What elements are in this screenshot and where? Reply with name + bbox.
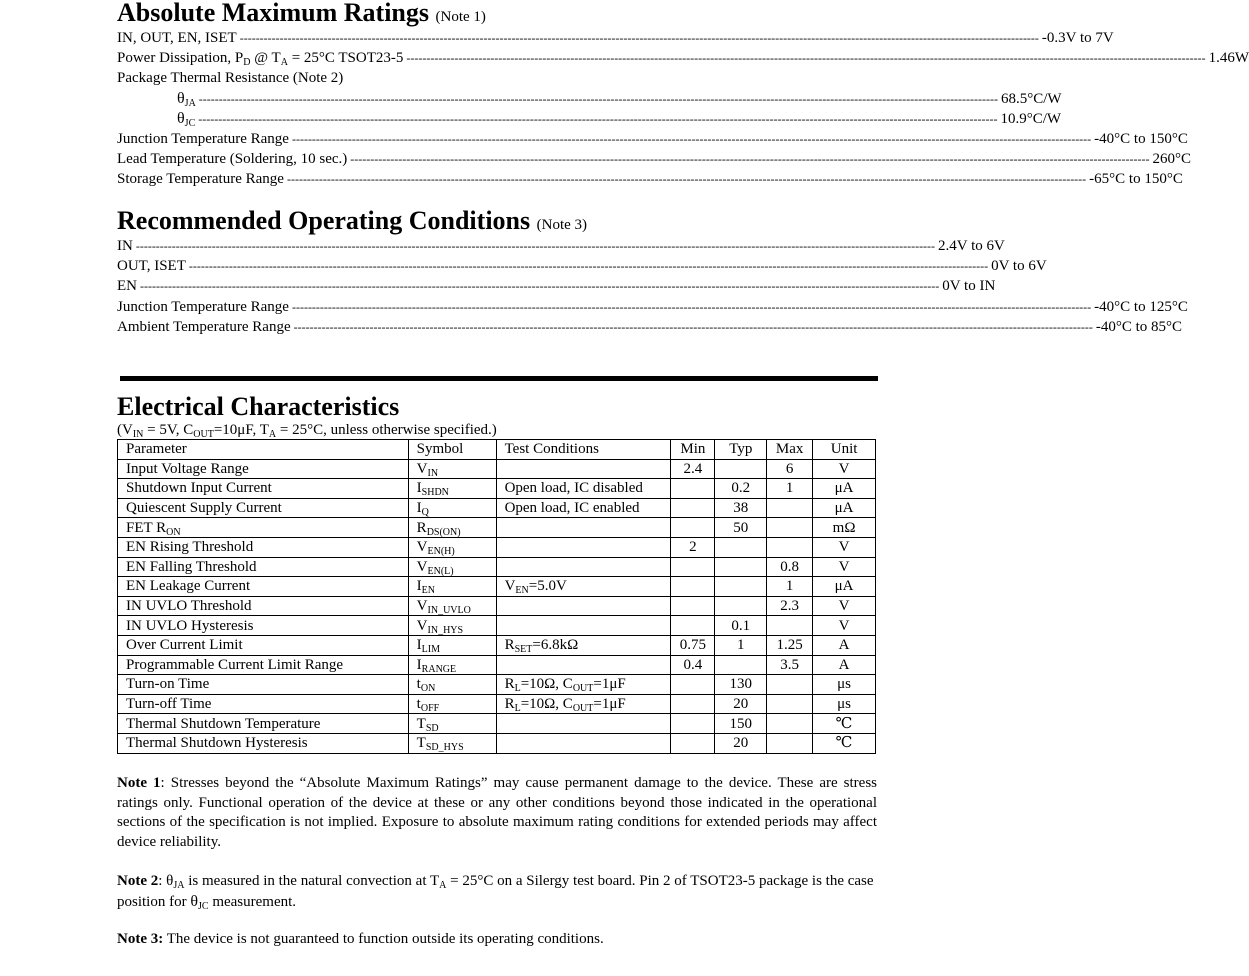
leader-dashes: --------------------------------------------------------------------------------------------------------------------------------------------------------------------------------------------------------	[291, 299, 1092, 314]
cell-unit: μs	[813, 694, 876, 714]
condition-row: IN -------------------------------------------------------------------------------------------------------------------------------------------------------------------------------------------------------- 2.4V to 6V	[117, 238, 1005, 254]
cell-symbol: $V_{IN\_UVLO}$	[408, 596, 496, 616]
note-2: Note 2: $\theta_{JA}$ is measured in the natural convection at $T_A = 25^\circ C$ on a Silergy test board. Pin 2 of TSOT23-5 package is the case position for $\theta_{JC}$ measurement.	[117, 873, 874, 912]
cell-test-conditions	[496, 518, 671, 538]
condition-row: EN -------------------------------------------------------------------------------------------------------------------------------------------------------------------------------------------------------- 0V to IN	[117, 278, 996, 295]
cell-min	[671, 498, 715, 518]
rating-row: Package Thermal Resistance (Note 2)	[117, 70, 344, 87]
cell-parameter: Over Current Limit	[118, 635, 409, 655]
cell-test-conditions: Open load, IC enabled	[496, 498, 671, 518]
cell-test-conditions	[496, 596, 671, 616]
cell-unit: V	[813, 459, 876, 479]
cell-unit: μA	[813, 577, 876, 597]
cell-typ: 130	[715, 675, 767, 695]
cell-unit: V	[813, 557, 876, 577]
cell-symbol: $I_Q$	[408, 498, 496, 518]
cell-test-conditions: Open load, IC disabled	[496, 479, 671, 499]
cell-max	[767, 616, 813, 636]
cell-min	[671, 714, 715, 734]
rating-row: Power Dissipation, $P_D$ @ $T_A = 25^\circ C$ TSOT23-5 -------------------------------------------------------------------------------------------------------------------------------------------------------------------------------------------------------- 1.46W	[117, 50, 1249, 69]
cell-min: 0.4	[671, 655, 715, 675]
cell-unit: A	[813, 655, 876, 675]
cell-max: 1	[767, 479, 813, 499]
table-row	[118, 518, 876, 538]
cell-test-conditions: $V_{EN}=5.0V$	[496, 577, 671, 597]
cell-min	[671, 577, 715, 597]
column-header: Max	[767, 440, 813, 460]
cell-unit: A	[813, 635, 876, 655]
cell-max	[767, 537, 813, 557]
cell-parameter: Thermal Shutdown Temperature	[118, 714, 409, 734]
cell-test-conditions	[496, 459, 671, 479]
note-1: Note 1: Stresses beyond the “Absolute Maximum Ratings” may cause permanent damage to the device. These are stress ratings only. Functional operation of the device at these or any other conditions beyond those indicated in the operational sections of the specification is not implied. Exposure to absolute maximum rating conditions for extended periods may affect device reliability.	[117, 775, 877, 850]
leader-dashes: --------------------------------------------------------------------------------------------------------------------------------------------------------------------------------------------------------	[198, 91, 999, 106]
cell-min: 2.4	[671, 459, 715, 479]
cell-max	[767, 675, 813, 695]
rating-row: $\theta_{JA}$ -------------------------------------------------------------------------------------------------------------------------------------------------------------------------------------------------------- 68.5°C/W	[177, 89, 1062, 109]
cell-typ: 20	[715, 733, 767, 753]
cell-unit: μA	[813, 498, 876, 518]
cell-max: 3.5	[767, 655, 813, 675]
cell-parameter: EN Rising Threshold	[118, 537, 409, 557]
cell-typ: 38	[715, 498, 767, 518]
cell-max	[767, 714, 813, 734]
cell-min	[671, 557, 715, 577]
cell-symbol: $I_{EN}$	[408, 577, 496, 597]
cell-min	[671, 596, 715, 616]
table-row	[118, 733, 876, 753]
rating-row: IN, OUT, EN, ISET -------------------------------------------------------------------------------------------------------------------------------------------------------------------------------------------------------- -0.3V to 7V	[117, 30, 1114, 46]
cell-symbol: $V_{EN(H)}$	[408, 537, 496, 557]
cell-typ	[715, 459, 767, 479]
cell-min	[671, 616, 715, 636]
cell-min	[671, 694, 715, 714]
rating-row: Junction Temperature Range -------------------------------------------------------------------------------------------------------------------------------------------------------------------------------------------------------- -40°C to 150°C	[117, 130, 1188, 147]
cell-test-conditions	[496, 537, 671, 557]
cell-typ	[715, 537, 767, 557]
cell-min: 2	[671, 537, 715, 557]
condition-row: OUT, ISET -------------------------------------------------------------------------------------------------------------------------------------------------------------------------------------------------------- 0V to 6V	[117, 258, 1047, 275]
table-row	[118, 675, 876, 695]
table-row	[118, 537, 876, 557]
cell-symbol: $I_{SHDN}$	[408, 479, 496, 499]
table-row	[118, 655, 876, 675]
table-row	[118, 459, 876, 479]
column-header: Symbol	[408, 440, 496, 460]
absolute-maximum-ratings-section	[117, 0, 1249, 190]
note-3: Note 3: The device is not guaranteed to function outside its operating conditions.	[117, 931, 604, 947]
cell-parameter: EN Leakage Current	[118, 577, 409, 597]
condition-row: Junction Temperature Range -------------------------------------------------------------------------------------------------------------------------------------------------------------------------------------------------------- -40°C to 125°C	[117, 298, 1188, 315]
cell-unit: V	[813, 537, 876, 557]
cell-typ	[715, 596, 767, 616]
cell-max	[767, 694, 813, 714]
cell-min	[671, 675, 715, 695]
cell-test-conditions: $R_L=10\Omega$, $C_{OUT}=1\mu F$	[496, 675, 671, 695]
cell-parameter: Turn-on Time	[118, 675, 409, 695]
cell-test-conditions	[496, 714, 671, 734]
leader-dashes: --------------------------------------------------------------------------------------------------------------------------------------------------------------------------------------------------------	[135, 239, 936, 253]
cell-test-conditions	[496, 655, 671, 675]
table-header-row	[118, 440, 876, 460]
cell-unit: ℃	[813, 714, 876, 734]
column-header: Unit	[813, 440, 876, 460]
cell-unit: V	[813, 616, 876, 636]
cell-max	[767, 498, 813, 518]
cell-typ	[715, 557, 767, 577]
table-row	[118, 694, 876, 714]
leader-dashes: --------------------------------------------------------------------------------------------------------------------------------------------------------------------------------------------------------	[188, 259, 989, 274]
leader-dashes: --------------------------------------------------------------------------------------------------------------------------------------------------------------------------------------------------------	[406, 51, 1206, 66]
rating-row: $\theta_{JC}$ -------------------------------------------------------------------------------------------------------------------------------------------------------------------------------------------------------- 10.9°C/W	[177, 109, 1062, 129]
cell-parameter: Shutdown Input Current	[118, 479, 409, 499]
cell-typ: 1	[715, 635, 767, 655]
cell-unit: μs	[813, 675, 876, 695]
cell-parameter: Turn-off Time	[118, 694, 409, 714]
cell-min	[671, 479, 715, 499]
cell-min	[671, 733, 715, 753]
cell-max: 6	[767, 459, 813, 479]
cell-test-conditions: $R_L=10\Omega$, $C_{OUT}=1\mu F$	[496, 694, 671, 714]
column-header: Parameter	[118, 440, 409, 460]
cell-min	[671, 518, 715, 538]
leader-dashes: --------------------------------------------------------------------------------------------------------------------------------------------------------------------------------------------------------	[198, 111, 998, 126]
cell-symbol: $I_{RANGE}$	[408, 655, 496, 675]
cell-unit: V	[813, 596, 876, 616]
cell-typ: 0.1	[715, 616, 767, 636]
leader-dashes: --------------------------------------------------------------------------------------------------------------------------------------------------------------------------------------------------------	[293, 319, 1093, 334]
condition-row: Ambient Temperature Range -------------------------------------------------------------------------------------------------------------------------------------------------------------------------------------------------------- -40°C to 85°C	[117, 318, 1183, 335]
cell-typ: 50	[715, 518, 767, 538]
cell-symbol: $V_{IN}$	[408, 459, 496, 479]
cell-test-conditions	[496, 557, 671, 577]
cell-max: 1.25	[767, 635, 813, 655]
cell-typ: 20	[715, 694, 767, 714]
cell-max: 1	[767, 577, 813, 597]
cell-typ: 0.2	[715, 479, 767, 499]
notes-section	[117, 774, 877, 950]
table-row	[118, 714, 876, 734]
cell-max: 0.8	[767, 557, 813, 577]
cell-max	[767, 518, 813, 538]
rating-row: Storage Temperature Range -------------------------------------------------------------------------------------------------------------------------------------------------------------------------------------------------------- -65°C to 150°C	[117, 171, 1183, 188]
table-row	[118, 577, 876, 597]
electrical-characteristics-table	[117, 439, 876, 754]
table-row	[118, 616, 876, 636]
cell-unit: ℃	[813, 733, 876, 753]
table-row	[118, 596, 876, 616]
cell-unit: μA	[813, 479, 876, 499]
cell-max: 2.3	[767, 596, 813, 616]
table-row	[118, 498, 876, 518]
cell-parameter: FET $R_{ON}$	[118, 518, 409, 538]
electrical-characteristics-section	[117, 394, 877, 754]
cell-unit: mΩ	[813, 518, 876, 538]
table-row	[118, 557, 876, 577]
cell-min: 0.75	[671, 635, 715, 655]
cell-parameter: EN Falling Threshold	[118, 557, 409, 577]
cell-typ: 150	[715, 714, 767, 734]
table-row	[118, 479, 876, 499]
cell-test-conditions	[496, 733, 671, 753]
cell-symbol: $t_{OFF}$	[408, 694, 496, 714]
cell-parameter: IN UVLO Threshold	[118, 596, 409, 616]
leader-dashes: --------------------------------------------------------------------------------------------------------------------------------------------------------------------------------------------------------	[140, 279, 940, 294]
cell-test-conditions	[496, 616, 671, 636]
column-header: Min	[671, 440, 715, 460]
horizontal-rule	[120, 376, 878, 381]
cell-symbol: $T_{SD\_HYS}$	[408, 733, 496, 753]
cell-parameter: Programmable Current Limit Range	[118, 655, 409, 675]
leader-dashes: --------------------------------------------------------------------------------------------------------------------------------------------------------------------------------------------------------	[286, 172, 1087, 187]
recommended-operating-conditions-section	[117, 206, 1188, 337]
column-header: Typ	[715, 440, 767, 460]
leader-dashes: --------------------------------------------------------------------------------------------------------------------------------------------------------------------------------------------------------	[350, 152, 1150, 167]
cell-parameter: Thermal Shutdown Hysteresis	[118, 733, 409, 753]
cell-typ	[715, 655, 767, 675]
cell-max	[767, 733, 813, 753]
cell-symbol: $V_{EN(L)}$	[408, 557, 496, 577]
cell-parameter: IN UVLO Hysteresis	[118, 616, 409, 636]
column-header: Test Conditions	[496, 440, 671, 460]
section-title: Absolute Maximum Ratings (Note 1)	[117, 0, 486, 27]
rating-row: Lead Temperature (Soldering, 10 sec.) -------------------------------------------------------------------------------------------------------------------------------------------------------------------------------------------------------- 260°C	[117, 151, 1191, 168]
cell-symbol: $R_{DS(ON)}$	[408, 518, 496, 538]
cell-symbol: $I_{LIM}$	[408, 635, 496, 655]
cell-parameter: Quiescent Supply Current	[118, 498, 409, 518]
table-row	[118, 635, 876, 655]
leader-dashes: --------------------------------------------------------------------------------------------------------------------------------------------------------------------------------------------------------	[291, 131, 1092, 146]
cell-symbol: $T_{SD}$	[408, 714, 496, 734]
leader-dashes: --------------------------------------------------------------------------------------------------------------------------------------------------------------------------------------------------------	[239, 31, 1039, 45]
section-title: Recommended Operating Conditions (Note 3)	[117, 206, 588, 235]
cell-parameter: Input Voltage Range	[118, 459, 409, 479]
test-conditions-note: ($V_{IN} = 5V$, $C_{OUT}=10\mu F$, $T_A = 25^\circ C$, unless otherwise specified.)	[117, 422, 497, 440]
cell-test-conditions: $R_{SET}=6.8k\Omega$	[496, 635, 671, 655]
cell-symbol: $V_{IN\_HYS}$	[408, 616, 496, 636]
cell-symbol: $t_{ON}$	[408, 675, 496, 695]
cell-typ	[715, 577, 767, 597]
section-title: Electrical Characteristics	[117, 392, 400, 421]
